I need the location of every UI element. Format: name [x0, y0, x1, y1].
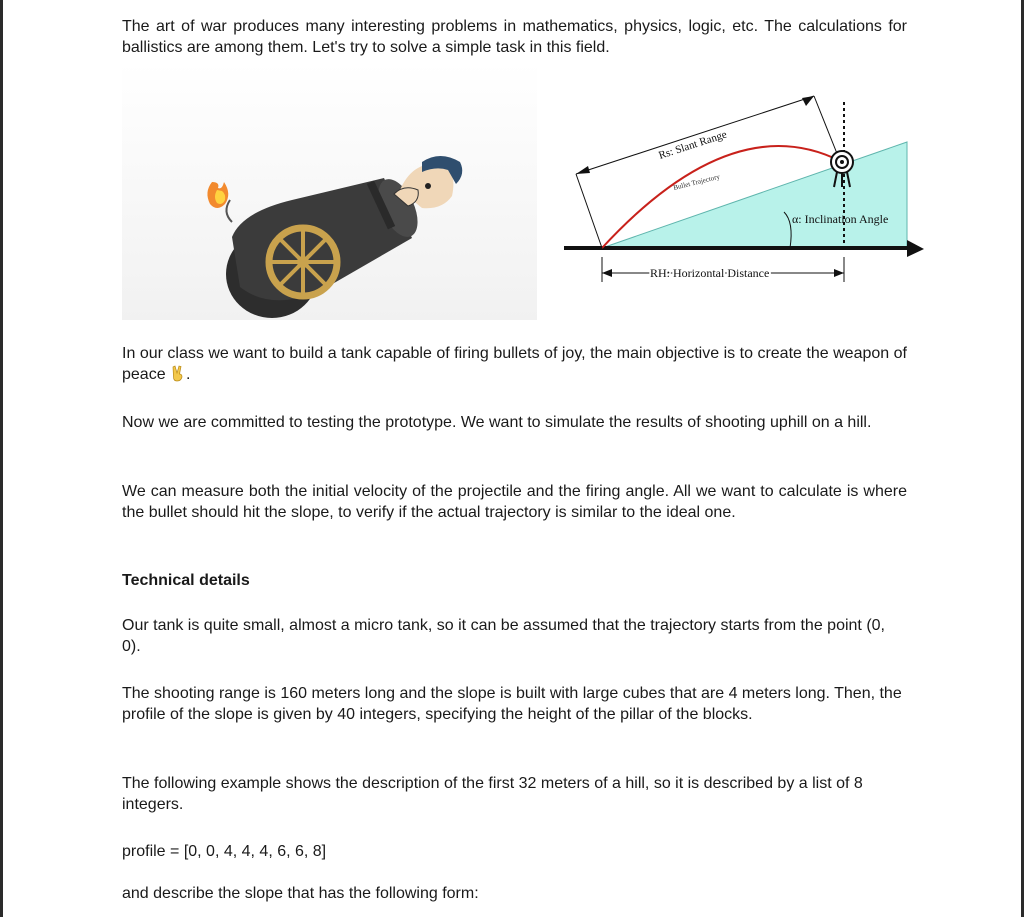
measure-paragraph: We can measure both the initial velocity of the projectile and the firing angle. All we want to calculate is where the bullet should hit the slope, to verify if the actual trajectory is similar to the ideal one.	[122, 483, 907, 521]
profile-line: profile = [0, 0, 4, 4, 4, 6, 6, 8]	[122, 843, 327, 860]
target-icon	[831, 151, 853, 187]
intro-paragraph: The art of war produces many interesting problems in mathematics, physics, logic, etc. The calculations for ballistics are among them. Let's try to solve a simple task in this field.	[122, 18, 907, 56]
describe-paragraph: and describe the slope that has the following form:	[122, 885, 479, 902]
slant-range-label: Rs: Slant Range	[657, 128, 729, 162]
victory-hand-icon	[170, 364, 186, 382]
cannon-cartoon	[122, 62, 537, 320]
horizontal-distance-label: RH: Horizontal Distance	[650, 266, 770, 280]
trajectory-label: Bullet Trajectory	[672, 172, 721, 192]
flame-icon	[207, 182, 228, 208]
range-paragraph: The shooting range is 160 meters long and the slope is built with large cubes that are 4 meters long. Then, the profile of the slope is given by 40 integers, specifying the height of the pillar of the blocks.	[122, 685, 902, 723]
wheel-graphic	[269, 228, 337, 296]
class-goal-paragraph	[122, 343, 907, 385]
cannon-illustration	[122, 62, 537, 320]
micro-tank-paragraph: Our tank is quite small, almost a micro tank, so it can be assumed that the trajectory starts from the point (0, 0).	[122, 617, 885, 655]
prototype-paragraph: Now we are committed to testing the prototype. We want to simulate the results of shooting uphill on a hill.	[122, 414, 872, 431]
example-paragraph: The following example shows the description of the first 32 meters of a hill, so it is described by a list of 8 integers.	[122, 775, 863, 813]
window-left-border	[0, 0, 3, 917]
class-goal-end: .	[186, 366, 191, 383]
ballistics-figure	[122, 62, 927, 320]
class-goal-text: In our class we want to build a tank capable of firing bullets of joy, the main objective is to create the weapon of peace	[122, 345, 907, 383]
technical-details-heading: Technical details	[122, 572, 250, 589]
inclination-label: α: Inclination Angle	[792, 212, 889, 226]
slope-diagram	[562, 62, 927, 302]
